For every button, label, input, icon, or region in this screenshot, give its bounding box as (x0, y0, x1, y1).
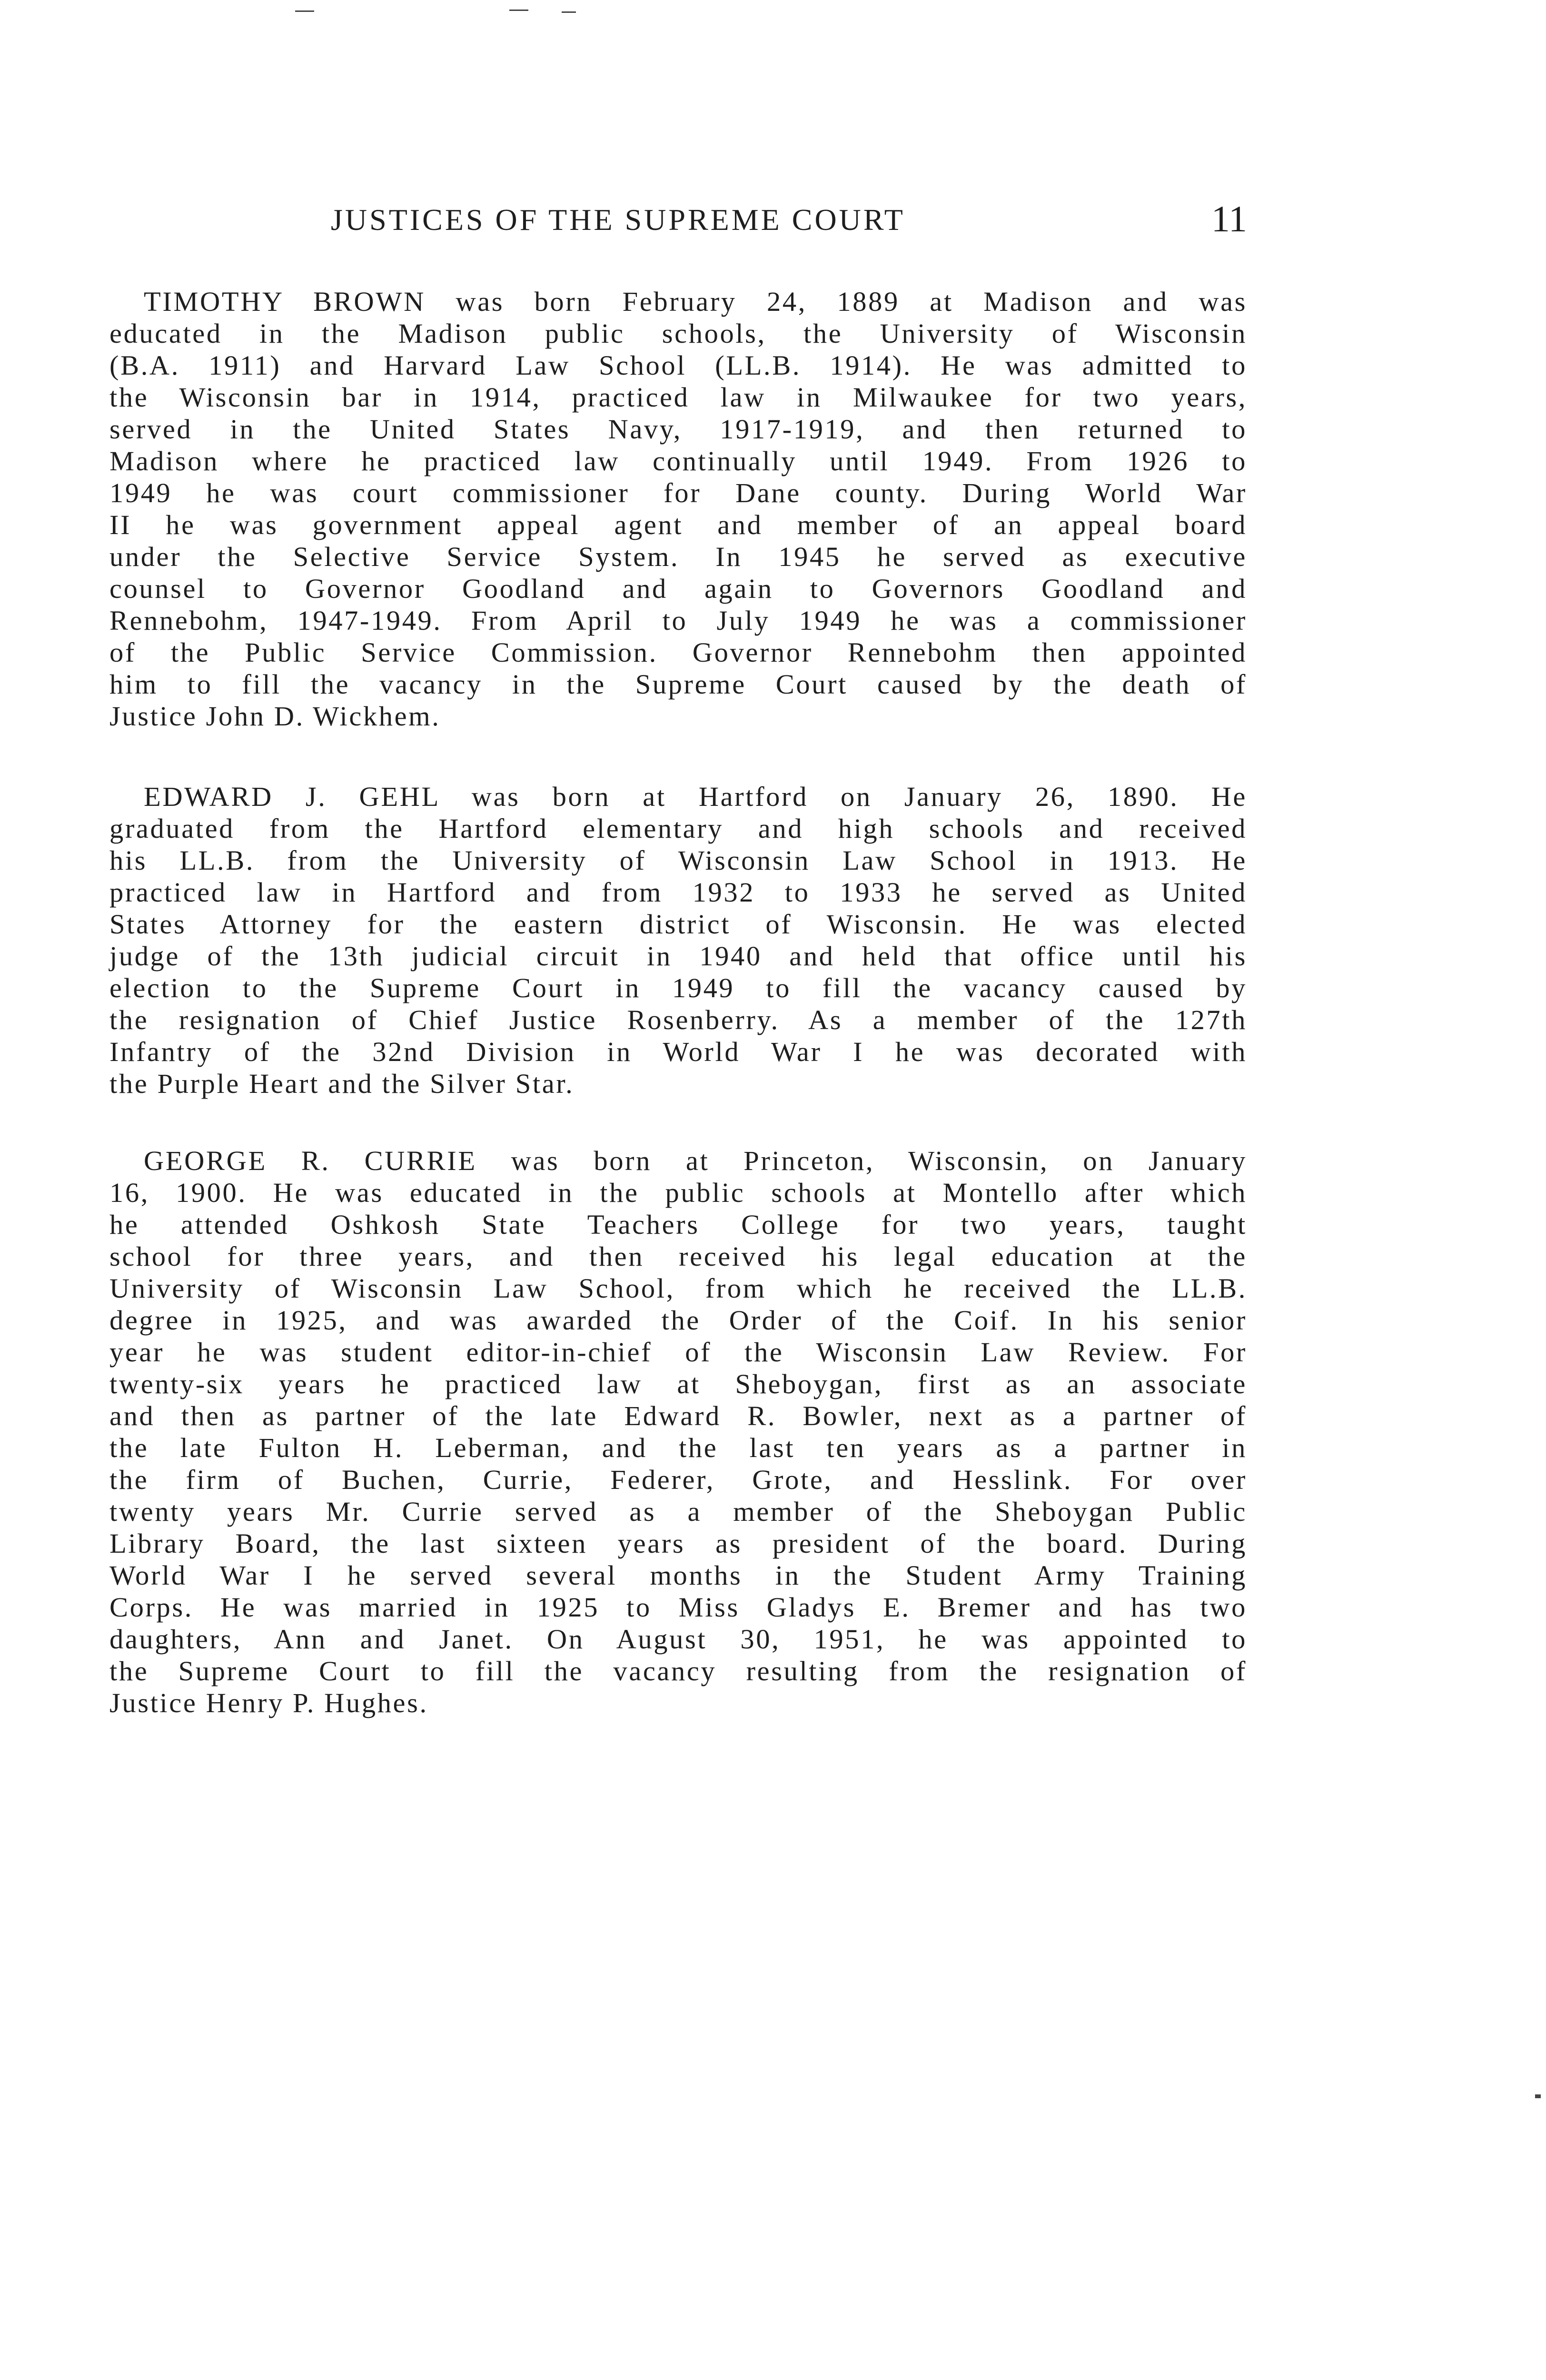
text-line: the Supreme Court to fill the vacancy resulting from the resignation of (109, 1656, 1247, 1686)
text-line: 16, 1900. He was educated in the public schools at Montello after which (109, 1177, 1247, 1208)
text-line: he attended Oshkosh State Teachers College for two years, taught (109, 1209, 1247, 1240)
text-line: degree in 1925, and was awarded the Order of the Coif. In his senior (109, 1305, 1247, 1336)
print-speck (295, 10, 314, 12)
text-line: (B.A. 1911) and Harvard Law School (LL.B. 1914). He was admitted to (109, 350, 1247, 381)
page-header (109, 198, 1247, 245)
text-line: election to the Supreme Court in 1949 to fill the vacancy caused by (109, 972, 1247, 1003)
text-line: served in the United States Navy, 1917-1919, and then returned to (109, 414, 1247, 445)
text-line: the resignation of Chief Justice Rosenberry. As a member of the 127th (109, 1004, 1247, 1035)
print-speck (509, 10, 528, 11)
text-line: EDWARD J. GEHL was born at Hartford on January 26, 1890. He (144, 781, 1247, 812)
text-line: his LL.B. from the University of Wisconsin Law School in 1913. He (109, 845, 1247, 876)
text-line: 1949 he was court commissioner for Dane county. During World War (109, 477, 1247, 508)
text-line: the firm of Buchen, Currie, Federer, Grote, and Hesslink. For over (109, 1464, 1247, 1495)
text-line: Library Board, the last sixteen years as president of the board. During (109, 1528, 1247, 1559)
text-line: Justice Henry P. Hughes. (109, 1687, 428, 1718)
running-head: JUSTICES OF THE SUPREME COURT (331, 203, 905, 237)
biography-timothy-brown (109, 286, 1247, 732)
text-line: GEORGE R. CURRIE was born at Princeton, Wisconsin, on January (144, 1145, 1247, 1176)
text-line: Corps. He was married in 1925 to Miss Gladys E. Bremer and has two (109, 1592, 1247, 1623)
text-line: TIMOTHY BROWN was born February 24, 1889 at Madison and was (144, 286, 1247, 317)
text-line: Infantry of the 32nd Division in World War I he was decorated with (109, 1036, 1247, 1067)
text-line: under the Selective Service System. In 1945 he served as executive (109, 541, 1247, 572)
biography-edward-j-gehl (109, 781, 1247, 1100)
text-line: school for three years, and then received his legal education at the (109, 1241, 1247, 1272)
biography-george-r-currie (109, 1145, 1247, 1719)
text-line: Justice John D. Wickhem. (109, 701, 441, 732)
text-line: twenty-six years he practiced law at Sheboygan, first as an associate (109, 1368, 1247, 1399)
text-line: him to fill the vacancy in the Supreme Court caused by the death of (109, 669, 1247, 700)
print-speck (1535, 2094, 1541, 2098)
text-line: World War I he served several months in the Student Army Training (109, 1560, 1247, 1591)
text-line: the Purple Heart and the Silver Star. (109, 1068, 575, 1099)
text-line: the Wisconsin bar in 1914, practiced law in Milwaukee for two years, (109, 382, 1247, 413)
text-line: and then as partner of the late Edward R. Bowler, next as a partner of (109, 1400, 1247, 1431)
text-line: educated in the Madison public schools, the University of Wisconsin (109, 318, 1247, 349)
page-number: 11 (1211, 198, 1247, 239)
text-line: University of Wisconsin Law School, from which he received the LL.B. (109, 1273, 1247, 1304)
text-line: the late Fulton H. Leberman, and the last ten years as a partner in (109, 1432, 1247, 1463)
text-line: II he was government appeal agent and member of an appeal board (109, 509, 1247, 540)
text-line: Madison where he practiced law continually until 1949. From 1926 to (109, 446, 1247, 476)
text-line: twenty years Mr. Currie served as a member of the Sheboygan Public (109, 1496, 1247, 1527)
text-line: counsel to Governor Goodland and again to Governors Goodland and (109, 573, 1247, 604)
text-line: States Attorney for the eastern district of Wisconsin. He was elected (109, 909, 1247, 940)
text-line: practiced law in Hartford and from 1932 to 1933 he served as United (109, 877, 1247, 908)
text-line: of the Public Service Commission. Governor Rennebohm then appointed (109, 637, 1247, 668)
text-line: daughters, Ann and Janet. On August 30, 1951, he was appointed to (109, 1624, 1247, 1655)
text-line: year he was student editor-in-chief of the Wisconsin Law Review. For (109, 1337, 1247, 1368)
text-line: Rennebohm, 1947-1949. From April to July 1949 he was a commissioner (109, 605, 1247, 636)
print-speck (562, 11, 576, 13)
text-line: judge of the 13th judicial circuit in 1940 and held that office until his (109, 941, 1247, 972)
text-line: graduated from the Hartford elementary and high schools and received (109, 813, 1247, 844)
